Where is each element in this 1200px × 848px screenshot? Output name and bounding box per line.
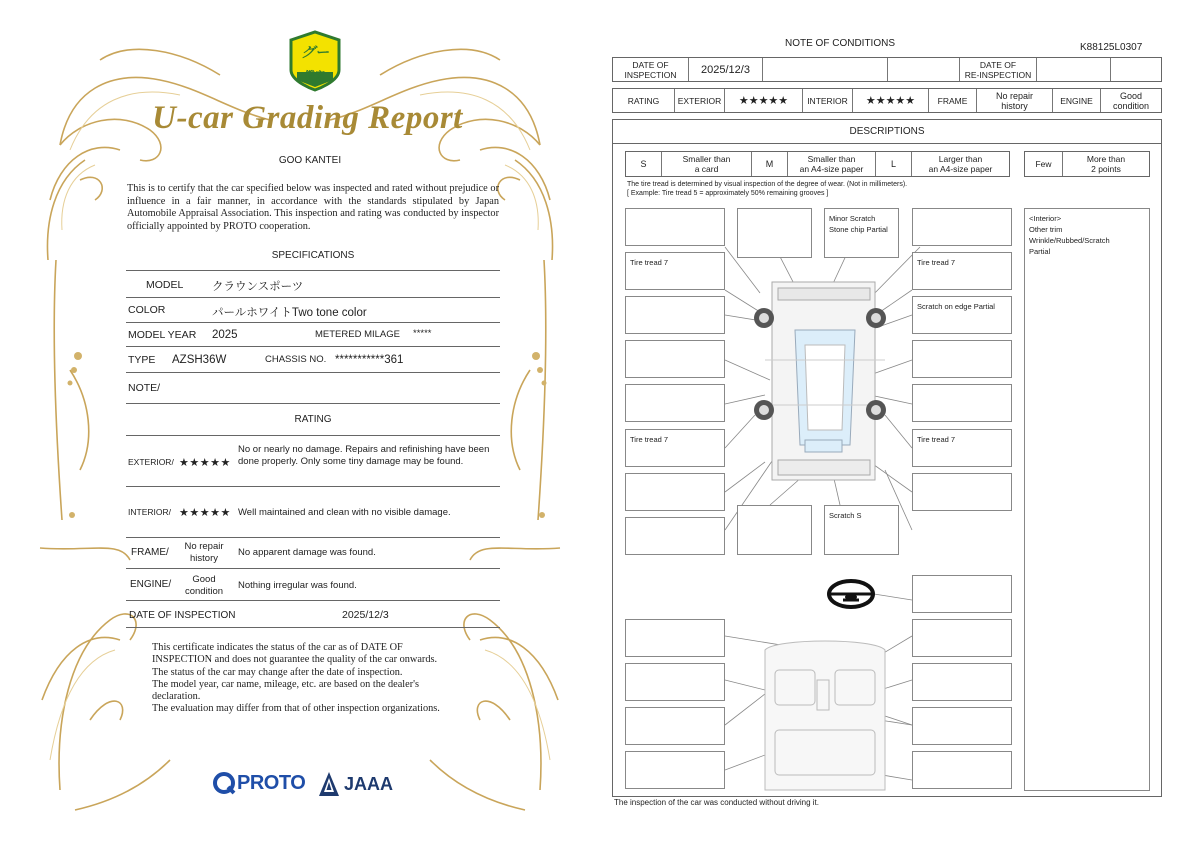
proto-logo [212,771,305,795]
row-divider [126,270,500,271]
row-divider [126,435,500,436]
proto-mark-icon [212,771,236,795]
condition-box [625,751,725,789]
legend-code-m: M [752,152,788,176]
engine-description: Nothing irregular was found. [238,580,357,591]
type-label: TYPE [128,354,156,366]
date-of-inspection-label: DATE OF INSPECTION [129,610,236,621]
jaaa-logo [318,771,393,797]
note-label: NOTE/ [128,382,161,394]
model-label: MODEL [146,279,184,291]
model-year-label: MODEL YEAR [128,329,197,341]
row-divider [126,322,500,323]
tire-note-line-2: [ Example: Tire tread 5 = approximately 50% remaining grooves ] [627,190,829,197]
rating-label: RATING [613,89,675,112]
condition-box-tire-rear-left [625,429,725,467]
condition-box-tire-front-left [625,252,725,290]
engine-label: ENGINE/ [130,579,172,590]
note-of-conditions [600,0,1200,848]
condition-box-text: Minor Scratch Stone chip Partial [829,214,888,234]
condition-box-rear [824,505,899,555]
condition-box-text: Tire tread 7 [917,435,956,444]
chassis-value: ***********361 [335,354,404,366]
date-of-inspection-value: 2025/12/3 [689,58,763,81]
interior-notes-text: <Interior> Other trim Wrinkle/Rubbed/Scratch Partial [1029,214,1110,256]
legend-code-s: S [626,152,662,176]
row-divider [126,537,500,538]
date-of-reinspection-label: DATE OF RE-INSPECTION [960,58,1037,81]
date-of-inspection-label: DATE OF INSPECTION [613,58,689,81]
condition-box [737,208,812,258]
condition-box [625,384,725,422]
exterior-label: EXTERIOR [675,89,725,112]
legend-text-l: Larger than an A4-size paper [928,154,993,174]
steering-wheel-icon [829,581,873,607]
frame-value: No repair history [184,541,224,564]
interior-label: INTERIOR [803,89,853,112]
car-top-view [765,282,885,480]
engine-label: ENGINE [1053,89,1101,112]
condition-box [912,340,1012,378]
car-interior-view [765,641,885,790]
condition-box [912,707,1012,745]
model-value: クラウンスポーツ [212,281,304,293]
frame-description: No apparent damage was found. [238,547,376,558]
condition-box [625,707,725,745]
certificate-subtitle: GOO KANTEI [278,155,342,166]
condition-box [912,384,1012,422]
condition-box [912,208,1012,246]
row-divider [126,627,500,628]
condition-box [625,517,725,555]
row-divider [126,346,500,347]
footer-line: INSPECTION and does not guarantee the quality of the car onwards. [152,654,438,666]
chassis-label: CHASSIS NO. [265,354,327,365]
condition-box [912,473,1012,511]
condition-box [625,619,725,657]
legend-code-l: L [876,152,912,176]
condition-box-tire-front-right [912,252,1012,290]
exterior-stars: ★★★★★ [725,89,803,112]
report-code: K88125L0307 [1080,42,1143,53]
exterior-stars: ★★★★★ [179,457,231,469]
footer-line: This certificate indicates the status of the car as of DATE OF [152,642,403,653]
logo-text-goo: グー [301,44,329,60]
frame-label: FRAME [929,89,977,112]
footer-line: The status of the car may change after the date of inspection. [152,666,403,678]
footer-line: declaration. [152,691,201,703]
model-year-value: 2025 [212,329,238,341]
condition-box-tire-rear-right [912,429,1012,467]
note-footer: The inspection of the car was conducted without driving it. [614,798,819,807]
condition-box-text: Tire tread 7 [630,435,669,444]
row-divider [126,600,500,601]
condition-box [737,505,812,555]
legend-text-m: Smaller than an A4-size paper [788,152,876,176]
condition-box [625,340,725,378]
certificate-intro: This is to certify that the car specified below was inspected and rated without prejudice or influence in a fair manner, in accordance with the standards stipulated by Japan Automobile Appraisal Association. This inspection and rating was conducted by inspector officially appointed by PROTO cooperation. [127,183,499,232]
engine-value: Good condition [184,574,224,597]
row-divider [126,372,500,373]
footer-line: The evaluation may differ from that of other inspection organizations. [152,703,440,715]
exterior-label: EXTERIOR/ [128,457,174,467]
jaaa-logo-text: JAAA [344,773,394,794]
legend-text-s: Smaller than a card [662,152,752,176]
metered-mileage-label: METERED MILAGE [315,329,400,340]
frame-value: No repair history [977,89,1053,112]
condition-box [625,473,725,511]
rating-heading: RATING [294,414,332,425]
tire-note-line-1: The tire tread is determined by visual inspection of the degree of wear. (Not in millimeters). [627,181,908,188]
date-of-inspection-value: 2025/12/3 [342,609,389,621]
condition-box-text: Scratch S [829,511,862,520]
condition-box [912,751,1012,789]
goo-kantei-logo [287,30,343,92]
row-divider [126,297,500,298]
specifications-heading: SPECIFICATIONS [271,250,355,261]
row-divider [126,403,500,404]
certificate-title: U-car Grading Report [152,100,463,136]
legend-text-few: More than 2 points [1086,154,1126,174]
condition-box [912,663,1012,701]
footer-line: The model year, car name, mileage, etc. are based on the dealer's [152,678,420,690]
metered-mileage-value: ***** [413,328,432,339]
jaaa-mark-icon [318,771,340,797]
condition-box-steering [912,575,1012,613]
note-title: NOTE OF CONDITIONS [785,38,895,49]
interior-label: INTERIOR/ [128,507,171,517]
frame-label: FRAME/ [131,547,169,558]
certificate-footer [152,642,492,716]
logo-text-kantei: 鑑定 [305,71,325,82]
condition-box-text: Scratch on edge Partial [917,302,995,311]
condition-box-front-left [625,208,725,246]
legend-code-few: Few [1025,152,1063,176]
type-value: AZSH36W [172,354,227,366]
condition-box-front-bumper [824,208,899,258]
color-label: COLOR [128,304,166,316]
color-value: パールホワイトTwo tone color [212,307,367,319]
exterior-description: No or nearly no damage. Repairs and refinishing have been done properly. Only some tiny damage may be found. [238,444,490,467]
interior-stars: ★★★★★ [179,507,231,519]
interior-notes-box [1024,208,1150,791]
condition-box [625,663,725,701]
condition-box-text: Tire tread 7 [917,258,956,267]
engine-value: Good condition [1112,90,1150,111]
condition-box-right-fender [912,296,1012,334]
condition-box [912,619,1012,657]
interior-stars: ★★★★★ [853,89,929,112]
condition-box [625,296,725,334]
row-divider [126,568,500,569]
descriptions-heading: DESCRIPTIONS [849,126,925,137]
row-divider [126,486,500,487]
condition-box-text: Tire tread 7 [630,258,669,267]
proto-logo-text: PROTO [237,771,306,794]
interior-description: Well maintained and clean with no visible damage. [238,507,451,518]
